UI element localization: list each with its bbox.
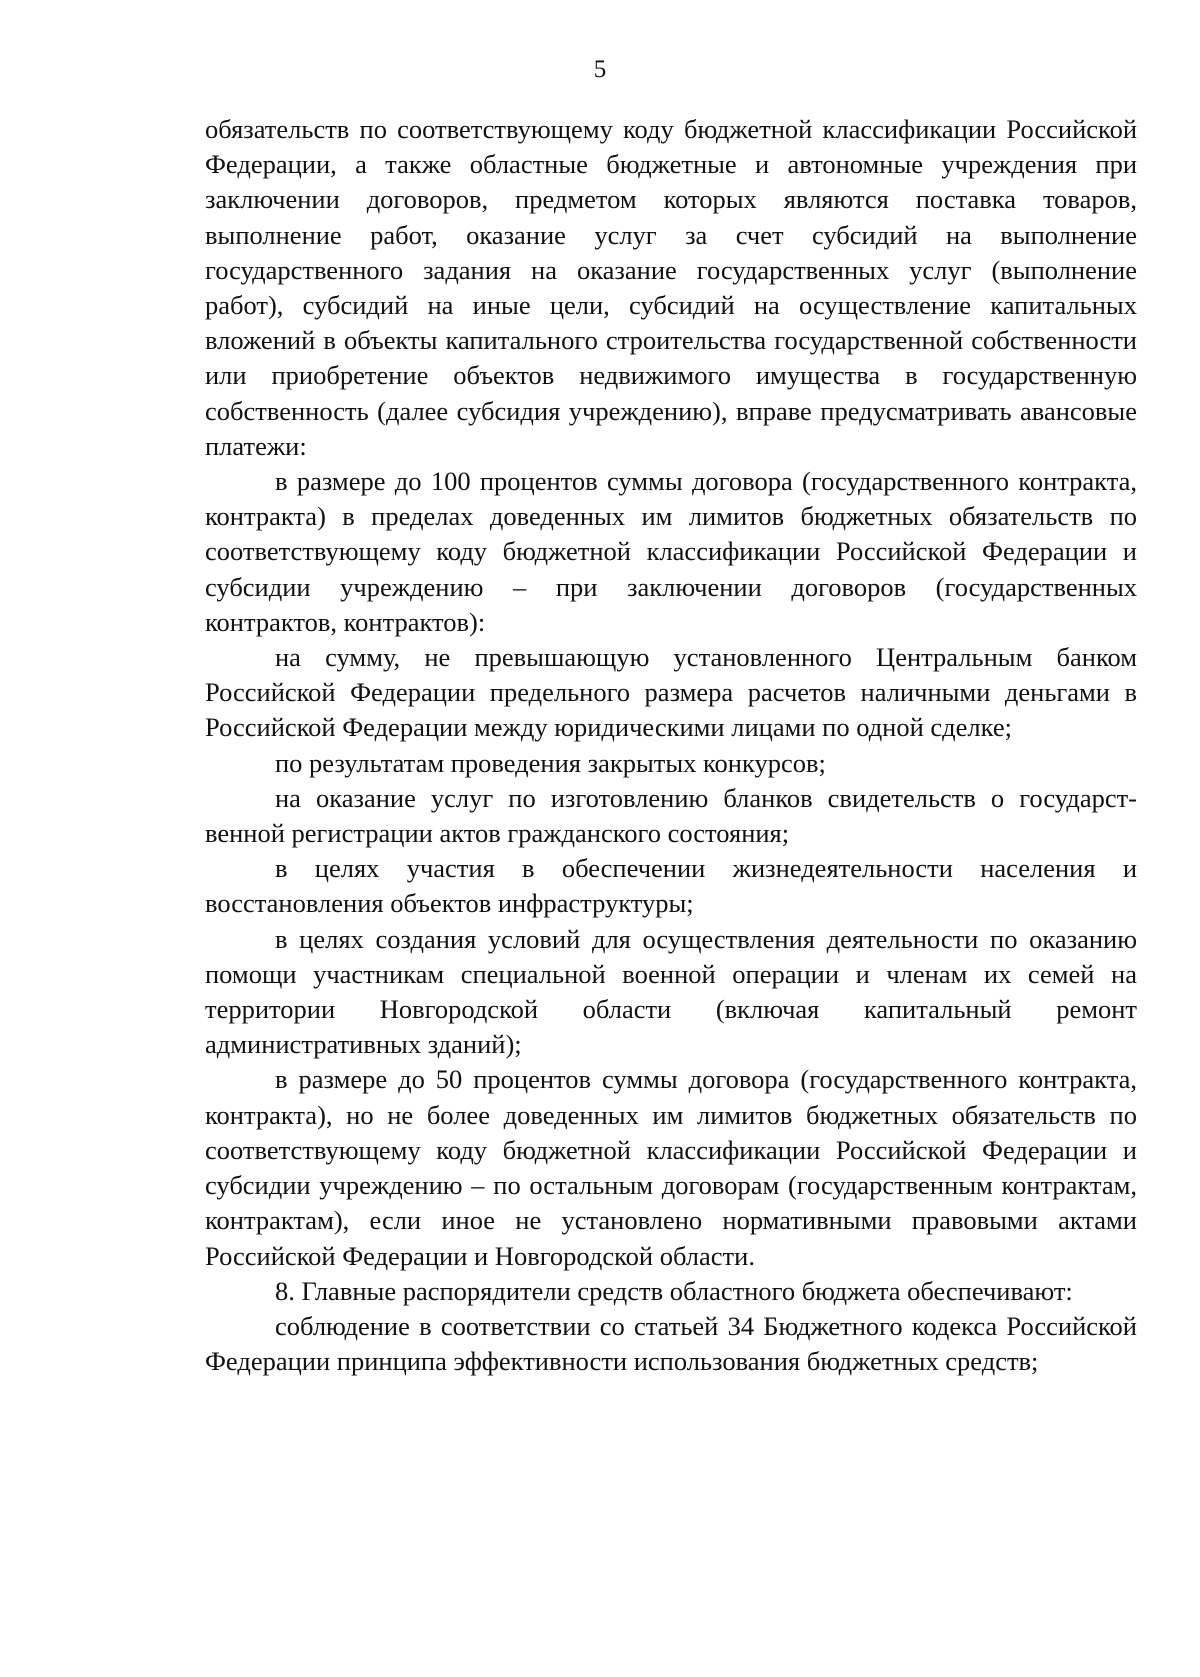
paragraph: в целях создания условий для осуществления деятельности по оказанию помощи участникам специальной военной операции и членам их семей на территории Новгородской области (включая капитальный ремонт административных зданий);: [205, 923, 1137, 1060]
document-body: [205, 112, 1137, 1379]
paragraph: соблюдение в соответствии со статьей 34 Бюджетного кодекса Российской Федерации принципа эффективности использования бюджетных средств;: [205, 1310, 1137, 1377]
paragraph: по результатам проведения закрытых конкурсов;: [275, 747, 826, 778]
paragraph: в размере до 100 процентов суммы договора (государственного контракта, контракта) в пределах доведенных им лимитов бюджетных обязательств по соответствующему коду бюджетной классификации Российской Федерации и субсидии учреждению – при заключении договоров (государственных контрактов, контрактов):: [205, 466, 1137, 637]
paragraph: обязательств по соответствующему коду бюджетной классификации Российской Федерации, а также областные бюджетные и автономные учреждения при заключении договоров, предметом которых являются поставка товаров, выполнение работ, оказание услуг за счет субсидий на выполнение государственного задания на оказание государственных услуг (выполнение работ), субсидий на иные цели, субсидий на осуществление капитальных вложений в объекты капитального строительства государственной собственности или приобретение объектов недвижимого имущества в государственную собственность (далее субсидия учреждению), вправе предусматривать авансовые платежи:: [205, 114, 1137, 461]
paragraph: в целях участия в обеспечении жизнедеятельности населения и восстановления объектов инфраструктуры;: [205, 853, 1137, 919]
page-number: 5: [593, 56, 607, 83]
paragraph: в размере до 50 процентов суммы договора (государственного контракта, контракта), но не более доведенных им лимитов бюджетных обязательств по соответствующему коду бюджетной классификации Российской Федерации и субсидии учреждению – по остальным договорам (государственным контрактам, контрактам), если иное не установлено нормативными правовыми актами Российской Федерации и Новгородской области.: [205, 1064, 1137, 1271]
paragraph: на оказание услуг по изготовлению бланков свидетельств о государст-венной регистрации актов гражданского состояния;: [205, 782, 1137, 849]
paragraph: на сумму, не превышающую установленного Центральным банком Российской Федерации предельного размера расчетов наличными деньгами в Российской Федерации между юридическими лицами по одной сделке;: [205, 642, 1137, 743]
paragraph: 8. Главные распорядители средств областного бюджета обеспечивают:: [275, 1275, 1073, 1306]
